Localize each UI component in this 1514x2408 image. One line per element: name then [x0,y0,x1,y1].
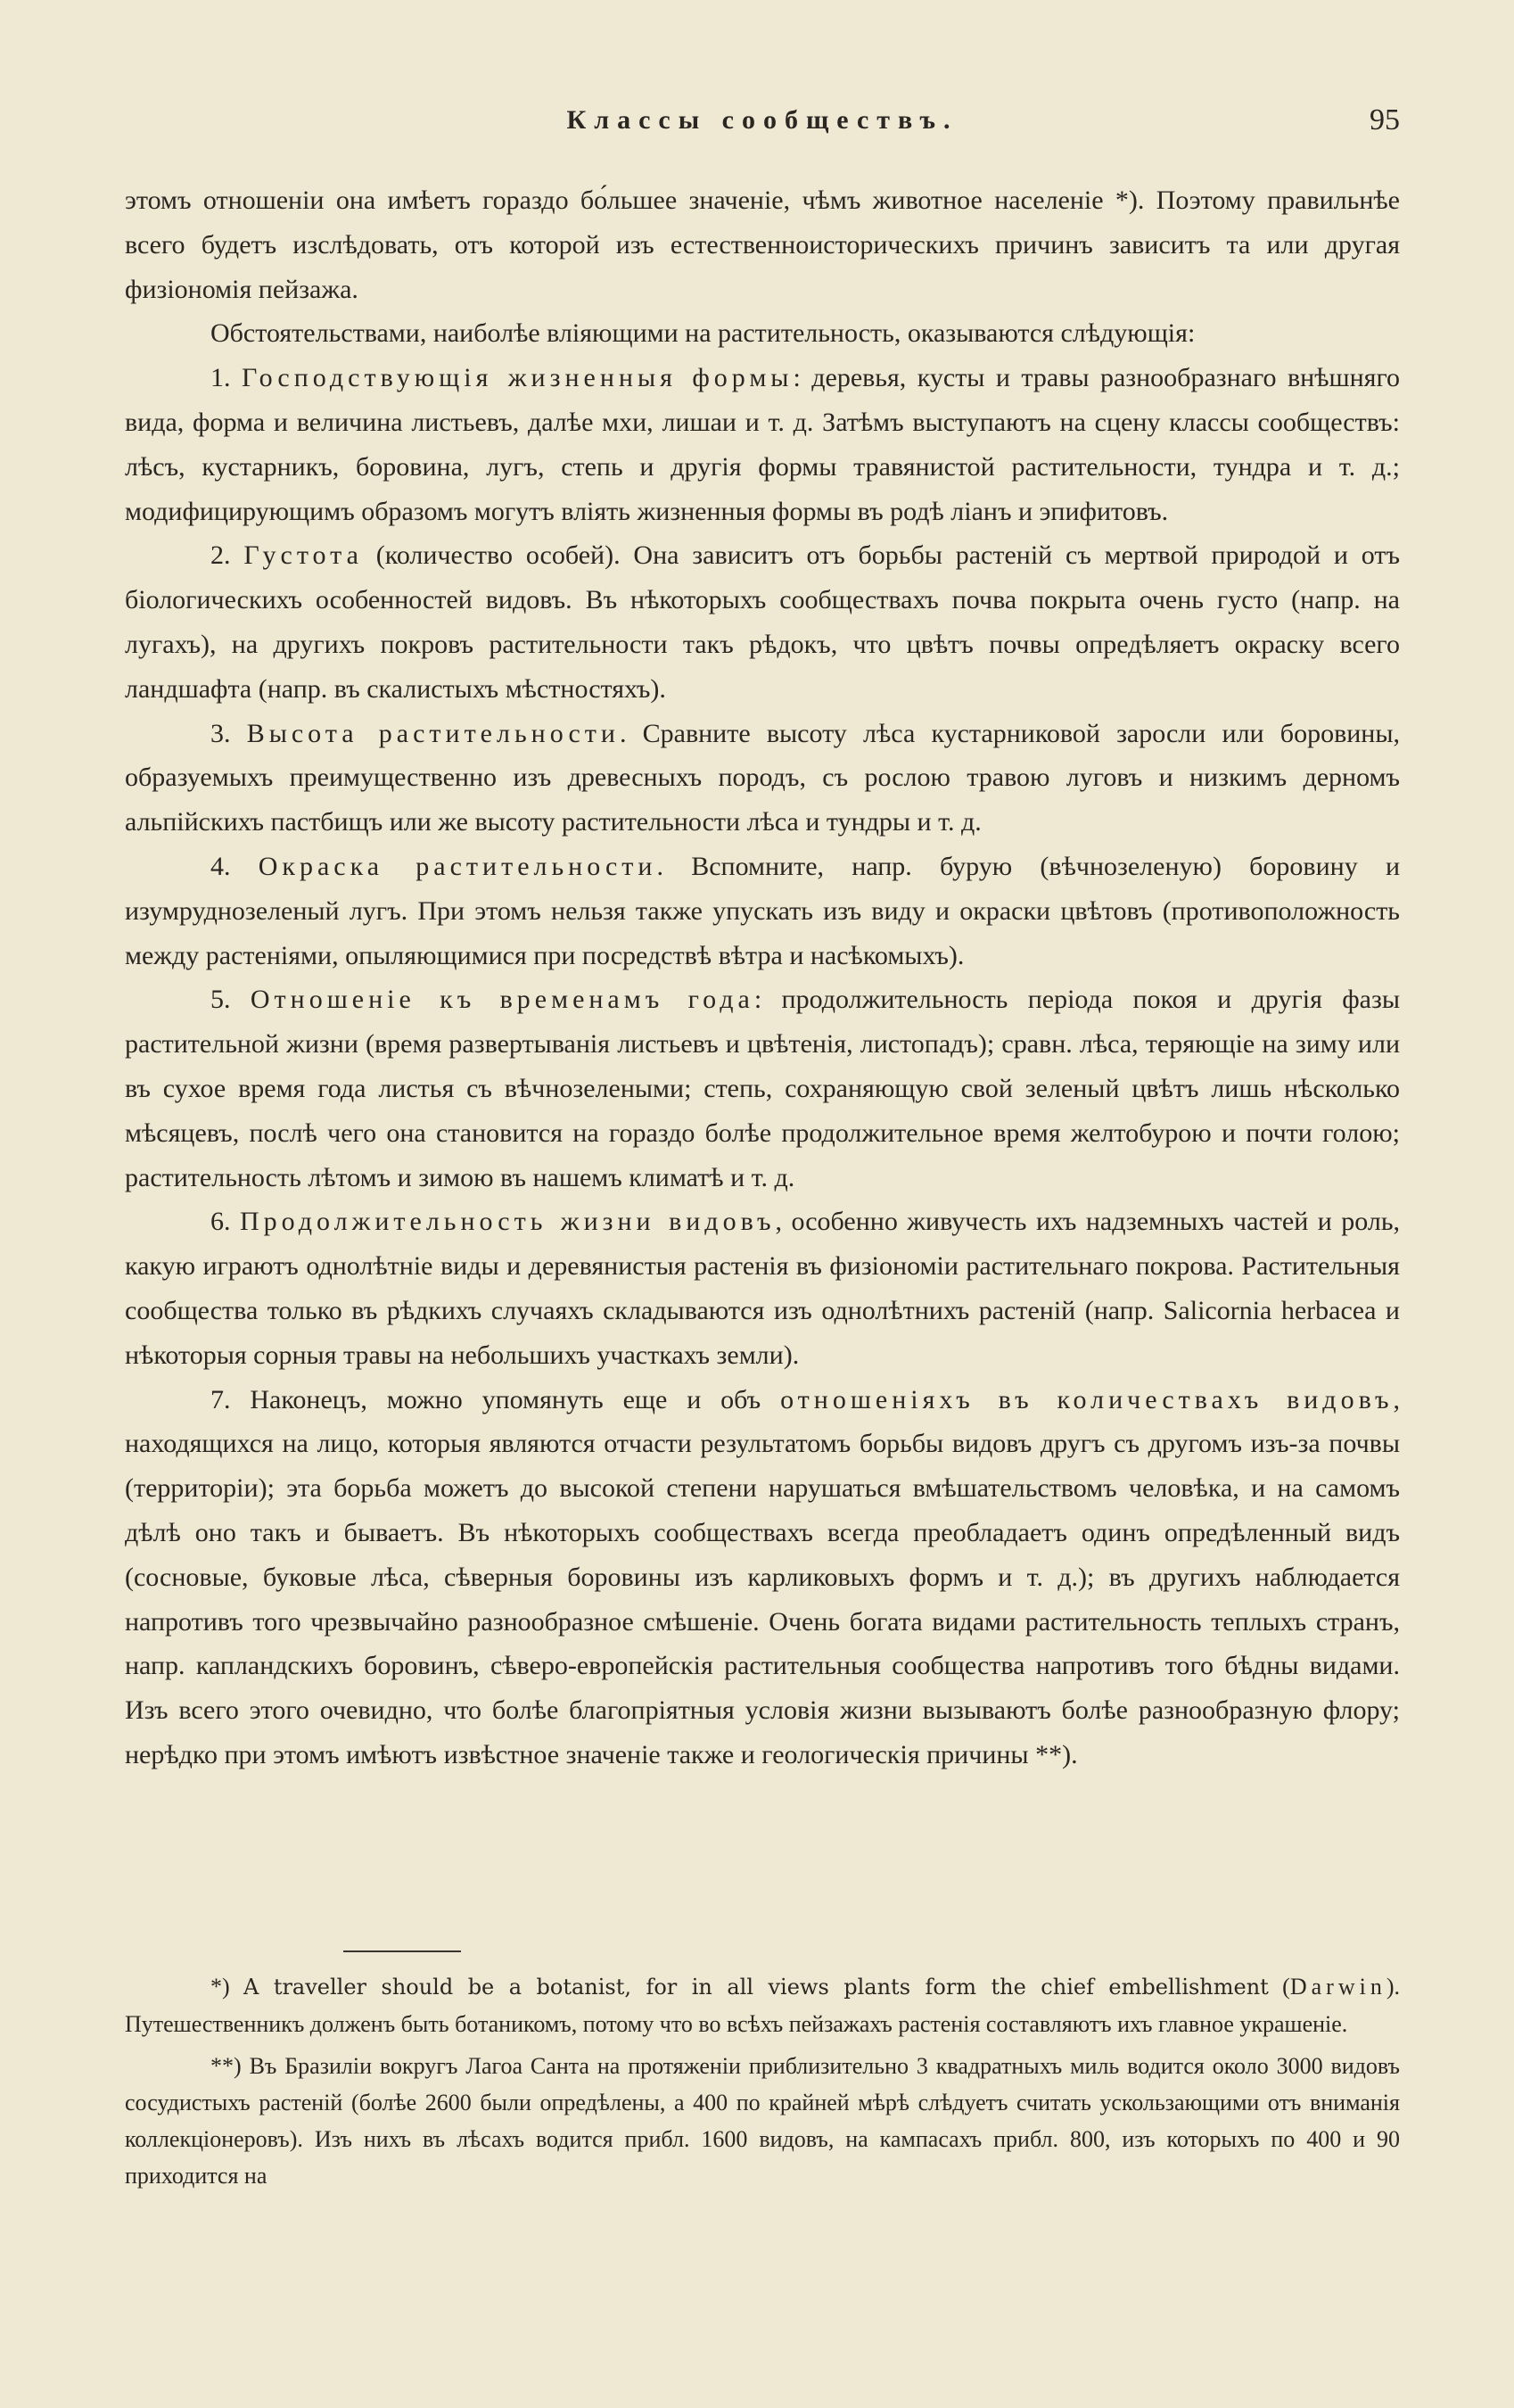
footnotes [125,1968,1400,2199]
item-lead: 1. [210,363,242,393]
page-header [125,100,1400,144]
item-lead: 7. Наконецъ, можно упомянуть еще и объ [210,1384,781,1414]
item-lead: 3. [210,718,247,748]
item-lead: 5. [210,985,251,1015]
footnote-mark: **) [210,2053,250,2079]
item-term: Отношеніе къ временамъ года [250,985,754,1015]
footnote-mark: *) [210,1974,244,2000]
item-term: Густота [243,540,363,571]
main-text [125,178,1400,1777]
item-text: : деревья, кусты и травы разнообразнаго внѣшняго вида, форма и величина листьевъ, далѣе мхи, лишаи и т. д. Затѣмъ выступаютъ на сцену классы сообществъ: лѣсъ, кустарникъ, боровина, лугъ, степь и другія формы травянистой растительности, тундра и т. д.; модифицирующимъ образомъ могутъ вліять жизненныя формы въ родѣ ліанъ и эпифитовъ. [125,363,1400,526]
item-lead: 2. [210,540,244,571]
list-item-2 [125,533,1400,711]
paragraph-text: этомъ отношеніи она имѣетъ гораздо бо́льшее значеніе, чѣмъ животное населеніе *). Поэтому правильнѣе всего будетъ изслѣдовать, отъ которой изъ естественноисторическихъ причинъ зависитъ та или другая физіономія пейзажа. [125,186,1400,304]
item-term: Окраска растительности [258,851,657,881]
item-lead: 4. [210,851,259,881]
item-term: отношеніяхъ въ количествахъ видовъ [780,1384,1394,1414]
item-term: Высота растительности [246,718,620,748]
paragraph-continuation [125,178,1400,311]
item-term: Продолжительность жизни видовъ [239,1207,776,1237]
paragraph-intro [125,311,1400,356]
footnote-2 [125,2048,1400,2194]
list-item-4 [125,845,1400,977]
item-lead: 6. [210,1207,240,1237]
item-term: Господствующія жизненныя формы [241,363,794,393]
list-item-6 [125,1200,1400,1377]
running-title: Классы сообществъ. [566,105,959,135]
item-text: . Сравните высоту лѣса кустарниковой заросли или боровины, образуемыхъ преимущественно изъ древесныхъ породъ, съ рослою травою луговъ и низкимъ дерномъ альпійскихъ пастбищъ или же высоту растительности лѣса и тундры и т. д. [125,718,1400,837]
list-item-3 [125,712,1400,845]
footnote-author: Darwin [1289,1974,1386,2000]
item-text: (количество особей). Она зависитъ отъ борьбы растеній съ мертвой природой и отъ біологическихъ особенностей видовъ. Въ нѣкоторыхъ сообществахъ почва покрыта очень густо (напр. на лугахъ), на другихъ покровъ растительности такъ рѣдокъ, что цвѣтъ почвы опредѣляетъ окраску всего ландшафта (напр. въ скалистыхъ мѣстностяхъ). [125,540,1401,704]
item-text: . Вспомните, напр. бурую (вѣчнозеленую) боровину и изумруднозеленый лугъ. При этомъ нельзя также упускать изъ виду и окраски цвѣтовъ (противоположность между растеніями, опыляющимися при посредствѣ вѣтра и насѣкомыхъ). [125,851,1401,970]
page-number: 95 [1370,103,1400,136]
footnote-divider [343,1950,461,1952]
list-item-1 [125,356,1400,533]
item-text: , находящихся на лицо, которыя являются отчасти результатомъ борьбы видовъ другъ съ другомъ изъ-за почвы (территоріи); эта борьба можетъ до высокой степени нарушаться вмѣшательствомъ человѣка, и на самомъ дѣлѣ оно такъ и бываетъ. Въ нѣкоторыхъ сообществахъ всегда преобладаетъ одинъ опредѣленный видъ (сосновые, буковые лѣса, сѣверныя боровины изъ карликовыхъ формъ и т. д.); въ другихъ наблюдается напротивъ того чрезвычайно разнообразное смѣшеніе. Очень богата видами растительность теплыхъ странъ, напр. капландскихъ боровинъ, сѣверо-европейскія растительныя сообщества напротивъ того бѣдны видами. Изъ всего этого очевидно, что болѣе благопріятныя условія жизни вызываютъ болѣе разнообразную флору; нерѣдко при этомъ имѣютъ извѣстное значеніе также и геологическія причины **). [125,1384,1400,1769]
footnote-1: *) A traveller should be a botanist, for in all views plants form the chief embellishment (Darwin). Путешественникъ долженъ быть ботаникомъ, потому что во всѣхъ пейзажахъ растенія составляютъ ихъ главное украшеніе. [125,1974,1400,2037]
paragraph-text: Обстоятельствами, наиболѣе вліяющими на растительность, оказываются слѣдующія: [210,318,1196,349]
item-text: , особенно живучесть ихъ надземныхъ частей и роль, какую играютъ однолѣтніе виды и деревянистыя растенія въ физіономіи растительнаго покрова. Растительныя сообщества только въ рѣдкихъ случаяхъ складываются изъ однолѣтнихъ растеній (напр. Salicornia herbacea и нѣкоторыя сорныя травы на небольшихъ участкахъ земли). [125,1207,1401,1370]
item-text: : продолжительность періода покоя и другія фазы растительной жизни (время развертыванія листьевъ и цвѣтенія, листопадъ); сравн. лѣса, теряющіе на зиму или въ сухое время года листья съ вѣчнозелеными; степь, сохраняющую свой зеленый цвѣтъ лишь нѣсколько мѣсяцевъ, послѣ чего она становится на гораздо болѣе продолжительное время желтобурою и почти голою; растительность лѣтомъ и зимою въ нашемъ климатѣ и т. д. [125,985,1400,1192]
list-item-5 [125,977,1400,1200]
footnote-text: . Путешественникъ долженъ быть ботаникомъ, потому что во всѣхъ пейзажахъ растенія составляютъ ихъ главное украшеніе. [125,1974,1400,2037]
list-item-7 [125,1378,1400,1777]
footnote-quote: A traveller should be a botanist, for in all views plants form the chief embellishment [243,1975,1269,2000]
footnote-text: Въ Бразиліи вокругъ Лагоа Санта на протяженіи приблизительно 3 квадратныхъ миль водится около 3000 видовъ сосудистыхъ растеній (болѣе 2600 были опредѣлены, а 400 по крайней мѣрѣ слѣдуетъ считать ускользающими отъ вниманія коллекціонеровъ). Изъ нихъ въ лѣсахъ водится прибл. 1600 видовъ, на кампасахъ прибл. 800, изъ которыхъ по 400 и 90 приходится на [125,2053,1400,2189]
